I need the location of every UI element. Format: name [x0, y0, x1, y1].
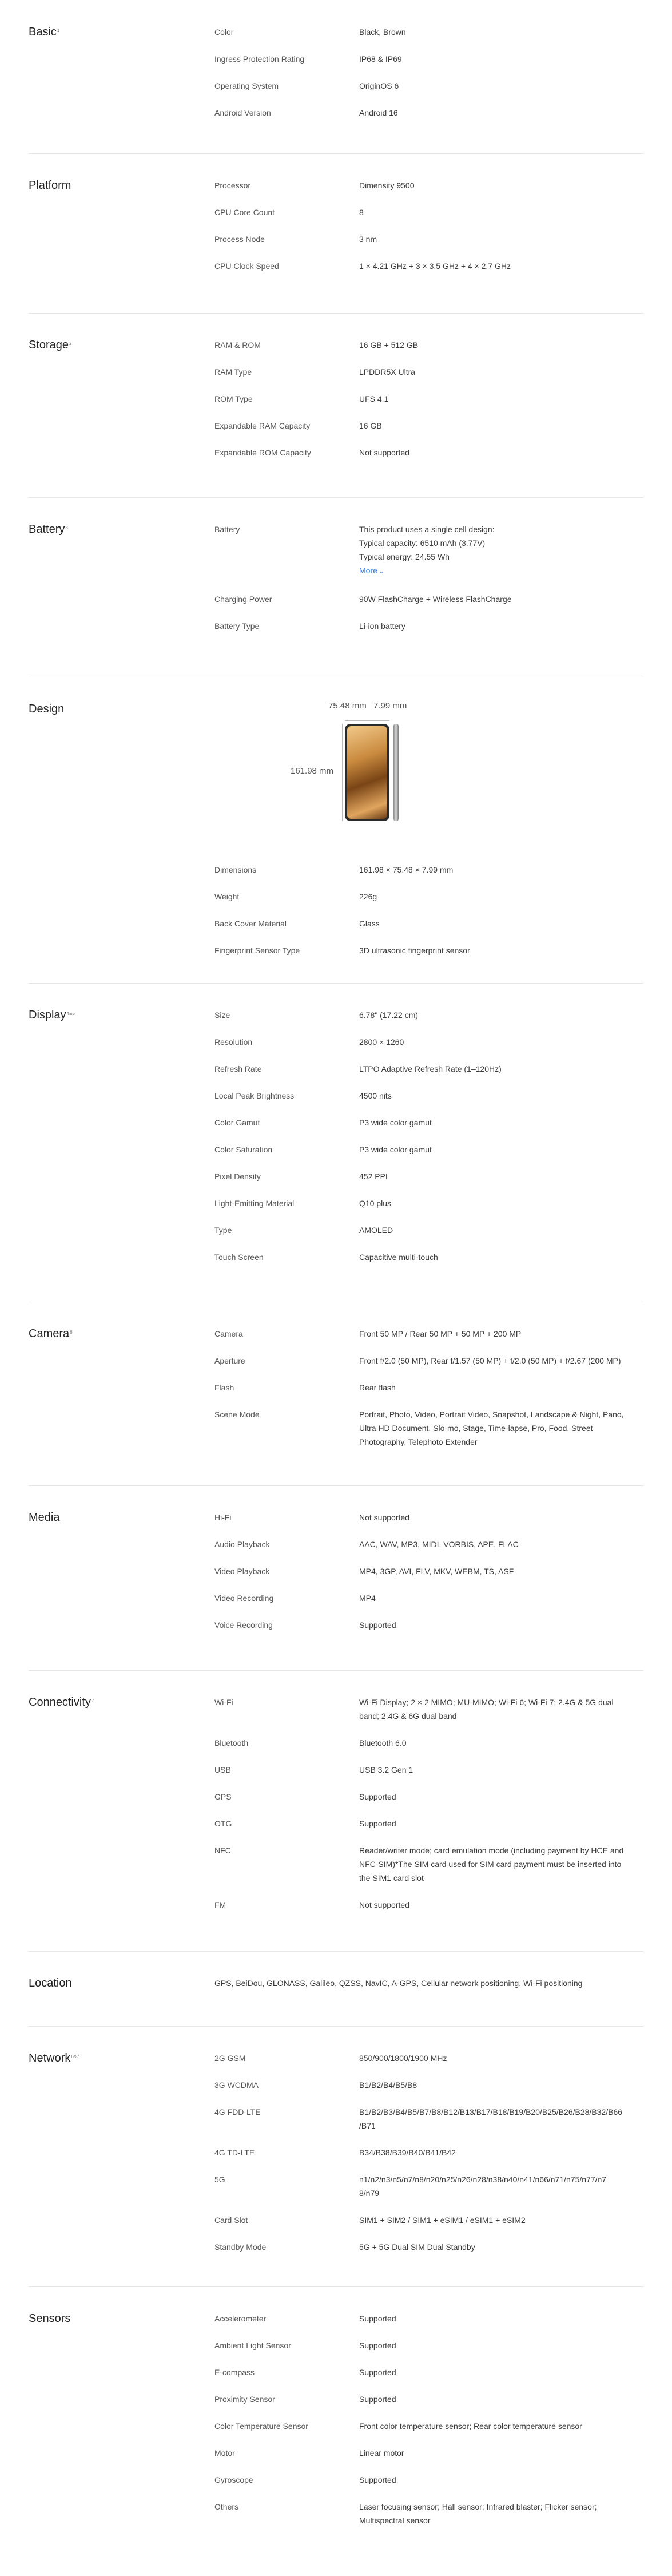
spec-row [214, 619, 643, 633]
spec-value: Black, Brown [359, 27, 406, 37]
spec-value: MP4 [359, 1594, 376, 1603]
spec-value: 16 GB + 512 GB [359, 340, 419, 350]
spec-row [214, 2105, 643, 2133]
spec-value: Capacitive multi-touch [359, 1253, 438, 1262]
section-media [29, 1485, 643, 1671]
phone-side-image [393, 724, 399, 821]
spec-label: Fingerprint Sensor Type [214, 946, 300, 955]
spec-label: USB [214, 1765, 231, 1774]
spec-value: 850/900/1800/1900 MHz [359, 2054, 447, 2063]
footnote-marker: 7 [91, 1698, 94, 1703]
spec-row [214, 179, 643, 192]
section-title: Media [29, 1511, 60, 1524]
spec-row [214, 2473, 643, 2487]
spec-row [214, 1763, 643, 1777]
spec-label: Color Gamut [214, 1118, 260, 1127]
section-title: Sensors [29, 2312, 71, 2325]
spec-row [214, 2500, 643, 2527]
spec-label: Accelerometer [214, 2314, 267, 2323]
spec-label: Gyroscope [214, 2475, 253, 2484]
spec-label: Color Saturation [214, 1145, 273, 1154]
spec-row [214, 446, 643, 459]
spec-row [214, 1116, 643, 1130]
spec-label: Pixel Density [214, 1172, 261, 1181]
spec-row [214, 1143, 643, 1156]
spec-label: Standby Mode [214, 2242, 267, 2252]
spec-value: 2800 × 1260 [359, 1037, 404, 1047]
spec-row [214, 2419, 643, 2433]
spec-row [214, 2173, 643, 2200]
spec-row [214, 1591, 643, 1605]
spec-row [214, 592, 643, 606]
spec-row [214, 944, 643, 957]
spec-value: Supported [359, 1620, 396, 1630]
spec-row [214, 1790, 643, 1804]
spec-value: Android 16 [359, 108, 398, 117]
section-design [29, 677, 643, 984]
spec-label: Battery [214, 525, 240, 534]
section-storage [29, 313, 643, 498]
spec-row [214, 1537, 643, 1551]
spec-row [214, 1898, 643, 1912]
spec-value: GPS, BeiDou, GLONASS, Galileo, QZSS, NavIC, A-GPS, Cellular network positioning, Wi-Fi positioning [214, 1979, 583, 1988]
spec-label: 4G TD-LTE [214, 2148, 255, 2157]
spec-value: Not supported [359, 448, 409, 457]
spec-label: Ambient Light Sensor [214, 2341, 291, 2350]
spec-row [214, 2051, 643, 2065]
spec-row [214, 1223, 643, 1237]
section-title: Display$^{4\&5}$ [29, 1009, 75, 1021]
spec-row [214, 1250, 643, 1264]
spec-value: MP4, 3GP, AVI, FLV, MKV, WEBM, TS, ASF [359, 1567, 514, 1576]
spec-row [214, 1170, 643, 1183]
spec-label: NFC [214, 1846, 231, 1855]
phone-front-image [345, 724, 389, 821]
spec-row [214, 1196, 643, 1210]
spec-label: Expandable ROM Capacity [214, 448, 311, 457]
spec-label: Process Node [214, 235, 265, 244]
section-title: Design [29, 703, 65, 715]
spec-row [214, 2365, 643, 2379]
spec-value: Laser focusing sensor; Hall sensor; Infrared blaster; Flicker sensor; Multispectral sensor [359, 2502, 597, 2525]
spec-value: IP68 & IP69 [359, 54, 402, 64]
spec-value: 90W FlashCharge + Wireless FlashCharge [359, 595, 512, 604]
spec-row [214, 863, 643, 877]
spec-value: Glass [359, 919, 380, 928]
spec-label: Android Version [214, 108, 271, 117]
spec-value: P3 wide color gamut [359, 1118, 432, 1127]
spec-label: Light-Emitting Material [214, 1199, 295, 1208]
spec-value: Wi-Fi Display; 2 × 2 MIMO; MU-MIMO; Wi-Fi 6; Wi-Fi 7; 2.4G & 5G dual band; 2.4G & 6G dual band [359, 1698, 614, 1721]
spec-value: Front f/2.0 (50 MP), Rear f/1.57 (50 MP) + f/2.0 (50 MP) + f/2.67 (200 MP) [359, 1356, 621, 1365]
spec-label: Voice Recording [214, 1620, 273, 1630]
spec-value: Front 50 MP / Rear 50 MP + 50 MP + 200 MP [359, 1329, 522, 1338]
spec-value: 4500 nits [359, 1091, 392, 1100]
spec-row [214, 1354, 643, 1368]
section-platform [29, 153, 643, 314]
spec-value: B1/B2/B4/B5/B8 [359, 2080, 417, 2090]
spec-label: Weight [214, 892, 240, 901]
spec-row [214, 106, 643, 120]
spec-row [214, 259, 643, 273]
spec-value: Portrait, Photo, Video, Portrait Video, Snapshot, Landscape & Night, Pano, Ultra HD Document, Slo-mo, Stage, Time-lapse, Pro, Food, Street Photography, Telephoto Extender [359, 1410, 624, 1446]
section-title: Basic$^1$ [29, 26, 60, 38]
spec-label: Scene Mode [214, 1410, 260, 1419]
spec-value: B34/B38/B39/B40/B41/B42 [359, 2148, 456, 2157]
width-dimension: 75.48 mm [328, 701, 367, 711]
spec-row [214, 232, 643, 246]
spec-label: Battery Type [214, 621, 260, 631]
spec-label: Operating System [214, 81, 279, 90]
spec-label: Others [214, 2502, 239, 2511]
spec-value: 1 × 4.21 GHz + 3 × 3.5 GHz + 4 × 2.7 GHz [359, 261, 511, 271]
spec-value: 3D ultrasonic fingerprint sensor [359, 946, 470, 955]
spec-label: GPS [214, 1792, 232, 1801]
spec-label: CPU Clock Speed [214, 261, 279, 271]
spec-row [214, 1089, 643, 1103]
spec-value: Supported [359, 2314, 396, 2323]
spec-value: AAC, WAV, MP3, MIDI, VORBIS, APE, FLAC [359, 1540, 519, 1549]
spec-row [214, 1408, 643, 1449]
spec-label: 3G WCDMA [214, 2080, 259, 2090]
spec-row [214, 1736, 643, 1750]
section-title: Storage$^2$ [29, 339, 72, 351]
spec-value: Not supported [359, 1513, 409, 1522]
spec-label: Card Slot [214, 2216, 248, 2225]
spec-label: CPU Core Count [214, 208, 275, 217]
spec-value: UFS 4.1 [359, 394, 389, 403]
spec-label: FM [214, 1900, 226, 1909]
section-display [29, 983, 643, 1302]
spec-label: Color [214, 27, 234, 37]
spec-value: 6.78" (17.22 cm) [359, 1010, 419, 1020]
spec-label: Video Recording [214, 1594, 274, 1603]
spec-row [214, 2078, 643, 2092]
spec-row [214, 1008, 643, 1022]
spec-label: Proximity Sensor [214, 2395, 275, 2404]
spec-row [214, 917, 643, 930]
spec-value: B1/B2/B3/B4/B5/B7/B8/B12/B13/B17/B18/B19/B20/B25/B26/B28/B32/B66 /B71 [359, 2107, 623, 2130]
spec-row [214, 1511, 643, 1524]
spec-value: 3 nm [359, 235, 377, 244]
spec-row [214, 392, 643, 406]
spec-value: Bluetooth 6.0 [359, 1738, 407, 1747]
spec-row [214, 1062, 643, 1076]
spec-row [214, 52, 643, 66]
depth-dimension: 7.99 mm [373, 701, 407, 711]
spec-label: 5G [214, 2175, 225, 2184]
spec-value: Li-ion battery [359, 621, 405, 631]
section-sensors [29, 2286, 643, 2576]
section-basic [29, 0, 643, 154]
spec-row [214, 1844, 643, 1885]
spec-value: LTPO Adaptive Refresh Rate (1–120Hz) [359, 1064, 502, 1073]
spec-row [214, 1817, 643, 1830]
spec-value: Front color temperature sensor; Rear color temperature sensor [359, 2422, 582, 2431]
spec-row [214, 2339, 643, 2352]
height-dimension: 161.98 mm [291, 766, 334, 776]
spec-label: Hi-Fi [214, 1513, 232, 1522]
spec-label: 4G FDD-LTE [214, 2107, 261, 2117]
more-link[interactable]: More ⌄ [359, 566, 384, 575]
footnote-marker: 4&5 [66, 1011, 75, 1016]
spec-value: Not supported [359, 1900, 409, 1909]
spec-label: Bluetooth [214, 1738, 249, 1747]
spec-row [214, 2240, 643, 2254]
spec-value: Supported [359, 2368, 396, 2377]
spec-label: Color Temperature Sensor [214, 2422, 308, 2431]
spec-row [214, 1695, 643, 1723]
spec-label: Touch Screen [214, 1253, 264, 1262]
spec-label: RAM Type [214, 367, 252, 377]
spec-value: AMOLED [359, 1226, 393, 1235]
section-camera [29, 1302, 643, 1486]
section-title: Platform [29, 179, 71, 192]
spec-value: Linear motor [359, 2448, 404, 2458]
spec-value: 8 [359, 208, 364, 217]
spec-label: Refresh Rate [214, 1064, 262, 1073]
height-guide [342, 724, 343, 821]
section-network [29, 2026, 643, 2287]
spec-row [214, 1035, 643, 1049]
spec-value: 5G + 5G Dual SIM Dual Standby [359, 2242, 475, 2252]
spec-value: n1/n2/n3/n5/n7/n8/n20/n25/n26/n28/n38/n40/n41/n66/n71/n75/n77/n7 8/n79 [359, 2175, 607, 2198]
spec-value: Rear flash [359, 1383, 396, 1392]
spec-row [214, 2213, 643, 2227]
spec-value: Q10 plus [359, 1199, 392, 1208]
spec-value: Supported [359, 1819, 396, 1828]
spec-value: This product uses a single cell design: Typical capacity: 6510 mAh (3.77V) Typical energy: 24.55 Wh More ⌄ [359, 522, 643, 579]
spec-label: Video Playback [214, 1567, 270, 1576]
spec-value: 161.98 × 75.48 × 7.99 mm [359, 865, 454, 874]
spec-label: RAM & ROM [214, 340, 261, 350]
spec-label: Dimensions [214, 865, 257, 874]
spec-value: Supported [359, 2475, 396, 2484]
spec-row [214, 1381, 643, 1394]
spec-value: OriginOS 6 [359, 81, 399, 90]
phone-dimension-graphic [292, 697, 417, 838]
spec-row [214, 2312, 643, 2325]
spec-row [214, 1327, 643, 1341]
spec-value: P3 wide color gamut [359, 1145, 432, 1154]
spec-row [214, 205, 643, 219]
spec-value: 16 GB [359, 421, 382, 430]
spec-value: LPDDR5X Ultra [359, 367, 416, 377]
spec-row [214, 25, 643, 39]
spec-row [214, 890, 643, 903]
spec-label: Processor [214, 181, 251, 190]
section-title: Camera$^6$ [29, 1327, 73, 1340]
spec-value: 226g [359, 892, 377, 901]
spec-row [214, 2146, 643, 2159]
spec-row [214, 365, 643, 379]
section-connectivity [29, 1670, 643, 1952]
spec-row [214, 522, 643, 579]
section-battery [29, 497, 643, 677]
spec-label: Flash [214, 1383, 234, 1392]
spec-label: Camera [214, 1329, 243, 1338]
spec-row [214, 2392, 643, 2406]
spec-label: Local Peak Brightness [214, 1091, 295, 1100]
spec-value: Supported [359, 2341, 396, 2350]
footnote-marker: 6 [70, 1330, 73, 1335]
spec-value: 452 PPI [359, 1172, 388, 1181]
section-location [29, 1951, 643, 2027]
spec-label: Motor [214, 2448, 235, 2458]
spec-label: Audio Playback [214, 1540, 270, 1549]
spec-label: Aperture [214, 1356, 245, 1365]
spec-label: ROM Type [214, 394, 253, 403]
spec-row [214, 419, 643, 433]
footnote-marker: 6&7 [71, 2054, 79, 2059]
spec-value: Supported [359, 1792, 396, 1801]
spec-row [214, 2446, 643, 2460]
spec-value: Dimensity 9500 [359, 181, 415, 190]
width-guide [345, 720, 389, 721]
section-title: Location [29, 1977, 72, 1990]
spec-label: Wi-Fi [214, 1698, 233, 1707]
spec-label: E-compass [214, 2368, 255, 2377]
spec-value: SIM1 + SIM2 / SIM1 + eSIM1 / eSIM1 + eSIM2 [359, 2216, 526, 2225]
spec-row [214, 1618, 643, 1632]
spec-row [214, 1564, 643, 1578]
spec-label: Type [214, 1226, 232, 1235]
chevron-down-icon: ⌄ [379, 569, 384, 575]
section-title: Connectivity$^7$ [29, 1696, 94, 1709]
spec-value: Supported [359, 2395, 396, 2404]
spec-value: USB 3.2 Gen 1 [359, 1765, 413, 1774]
section-title: Battery$^3$ [29, 523, 68, 536]
spec-row [214, 79, 643, 93]
spec-label: Charging Power [214, 595, 272, 604]
footnote-marker: 3 [65, 525, 68, 530]
spec-label: Back Cover Material [214, 919, 287, 928]
spec-label: Resolution [214, 1037, 253, 1047]
spec-row [214, 338, 643, 352]
spec-label: OTG [214, 1819, 232, 1828]
footnote-marker: 2 [69, 341, 72, 346]
spec-label: Expandable RAM Capacity [214, 421, 311, 430]
spec-label: 2G GSM [214, 2054, 246, 2063]
spec-label: Size [214, 1010, 230, 1020]
spec-value: Reader/writer mode; card emulation mode (including payment by HCE and NFC-SIM)*The SIM card used for SIM card payment must be inserted into the SIM1 card slot [359, 1846, 624, 1883]
footnote-marker: 1 [57, 28, 60, 33]
section-title: Network$^{6\&7}$ [29, 2052, 79, 2064]
spec-label: Ingress Protection Rating [214, 54, 305, 64]
